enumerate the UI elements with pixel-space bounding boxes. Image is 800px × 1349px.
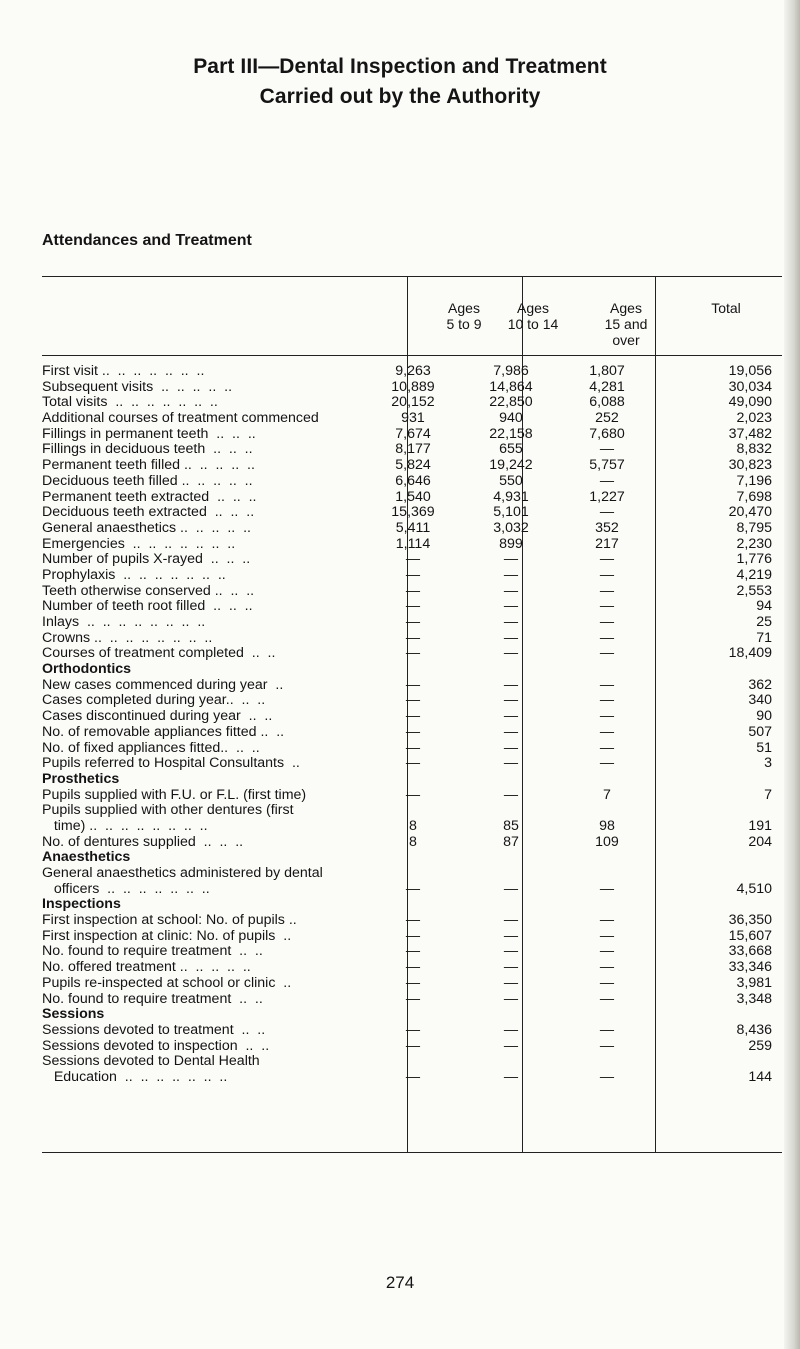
table-row — [42, 1023, 782, 1039]
table-row — [42, 929, 782, 945]
cell-ages-15-over: — — [599, 708, 615, 725]
row-label: No. found to require treatment .. .. — [42, 990, 263, 1007]
cell-total: 7,698 — [736, 488, 772, 505]
cell-ages-10-14: — — [503, 959, 519, 976]
cell-ages-10-14: — — [503, 912, 519, 929]
cell-ages-5-9: 7,674 — [395, 425, 431, 442]
row-label: General anaesthetics .. .. .. .. .. — [42, 519, 251, 536]
cell-ages-15-over: 5,757 — [589, 457, 625, 474]
cell-ages-15-over: 4,281 — [589, 378, 625, 395]
section-row — [42, 850, 782, 866]
column-header-ages-15-over — [580, 300, 672, 348]
page-title: Part III—Dental Inspection and Treatment — [193, 55, 607, 78]
cell-total: 33,346 — [728, 959, 772, 976]
table-row — [42, 631, 782, 647]
cell-ages-15-over: — — [599, 755, 615, 772]
row-label: Additional courses of treatment commenced — [42, 410, 319, 427]
cell-ages-10-14: 14,864 — [489, 378, 533, 395]
table-row — [42, 678, 782, 694]
cell-ages-15-over: — — [599, 598, 615, 615]
cell-total: 340 — [748, 692, 772, 709]
cell-ages-15-over: — — [599, 566, 615, 583]
row-label: First visit .. .. .. .. .. .. .. — [42, 363, 205, 379]
cell-total: 20,470 — [728, 504, 772, 521]
cell-ages-5-9: — — [405, 645, 421, 662]
cell-ages-5-9: 8 — [409, 817, 417, 834]
header-line: Ages — [517, 300, 549, 316]
row-label: Crowns .. .. .. .. .. .. .. .. — [42, 629, 213, 646]
cell-total: 8,436 — [736, 1021, 772, 1038]
row-label: Deciduous teeth filled .. .. .. .. .. — [42, 472, 253, 489]
section-heading: Attendances and Treatment — [42, 232, 252, 249]
cell-ages-15-over: 217 — [595, 535, 619, 552]
table-row — [42, 615, 782, 631]
cell-total: 3 — [764, 755, 772, 772]
table-bottom-rule — [42, 1152, 782, 1153]
row-label: time) .. .. .. .. .. .. .. .. — [42, 817, 208, 834]
table-row — [42, 552, 782, 568]
table-row — [42, 521, 782, 537]
cell-total: 7,196 — [736, 472, 772, 489]
cell-total: 7 — [764, 786, 772, 803]
cell-total: 37,482 — [728, 425, 772, 442]
table-row — [42, 458, 782, 474]
cell-ages-10-14: — — [503, 1068, 519, 1085]
cell-ages-15-over: — — [599, 1037, 615, 1054]
cell-ages-10-14: — — [503, 676, 519, 693]
table-row — [42, 584, 782, 600]
cell-ages-10-14: 4,931 — [493, 488, 529, 505]
cell-ages-10-14: — — [503, 692, 519, 709]
table-row — [42, 505, 782, 521]
table-row — [42, 835, 782, 851]
cell-total: 15,607 — [728, 927, 772, 944]
row-label: Sessions devoted to treatment .. .. — [42, 1021, 266, 1038]
row-label: First inspection at school: No. of pupils .. — [42, 912, 297, 929]
cell-ages-5-9: — — [405, 786, 421, 803]
cell-ages-10-14: — — [503, 645, 519, 662]
cell-ages-5-9: — — [405, 551, 421, 568]
cell-total: 507 — [748, 723, 772, 740]
cell-total: 2,023 — [736, 410, 772, 427]
table-row — [42, 490, 782, 506]
cell-total: 90 — [756, 708, 772, 725]
cell-ages-10-14: 940 — [499, 410, 523, 427]
row-label: Inlays .. .. .. .. .. .. .. .. — [42, 614, 206, 630]
cell-ages-10-14: 85 — [503, 817, 519, 834]
table-row — [42, 1039, 782, 1055]
row-label: Number of teeth root filled .. .. .. — [42, 598, 253, 615]
cell-total: 30,823 — [728, 457, 772, 474]
cell-ages-10-14: 19,242 — [489, 457, 533, 474]
cell-ages-5-9: — — [405, 566, 421, 583]
section-label: Sessions — [42, 1006, 105, 1023]
cell-ages-15-over: — — [599, 504, 615, 521]
cell-total: 33,668 — [728, 943, 772, 960]
cell-ages-5-9: — — [405, 598, 421, 615]
cell-ages-10-14: — — [503, 1021, 519, 1038]
cell-ages-15-over: — — [599, 551, 615, 568]
section-label: Prosthetics — [42, 770, 120, 787]
table-row — [42, 992, 782, 1008]
cell-total: 4,510 — [736, 880, 772, 897]
cell-ages-15-over: — — [599, 676, 615, 693]
cell-total: 94 — [756, 598, 772, 615]
cell-ages-5-9: — — [405, 927, 421, 944]
row-label: Emergencies .. .. .. .. .. .. .. — [42, 535, 236, 552]
header-line: 5 to 9 — [446, 316, 482, 332]
row-label: Pupils referred to Hospital Consultants .. — [42, 755, 300, 772]
cell-total: 1,776 — [736, 551, 772, 568]
row-label: Pupils supplied with other dentures (first — [42, 802, 294, 819]
table-row — [42, 960, 782, 976]
table-row — [42, 599, 782, 615]
cell-ages-5-9: 931 — [401, 410, 425, 427]
cell-ages-15-over: — — [599, 582, 615, 599]
cell-total: 51 — [756, 739, 772, 756]
cell-ages-15-over: — — [599, 629, 615, 646]
cell-ages-5-9: 8 — [409, 833, 417, 850]
cell-ages-15-over: — — [599, 739, 615, 756]
cell-ages-5-9: — — [405, 676, 421, 693]
cell-ages-10-14: 655 — [499, 441, 523, 458]
row-label: Deciduous teeth extracted .. .. .. — [42, 504, 255, 521]
cell-ages-5-9: — — [405, 692, 421, 709]
cell-ages-10-14: 7,986 — [493, 363, 529, 379]
cell-ages-5-9: 9,263 — [395, 363, 431, 379]
row-label: Total visits .. .. .. .. .. .. .. — [42, 394, 218, 411]
cell-ages-5-9: 1,540 — [395, 488, 431, 505]
table-top-rule — [42, 276, 782, 277]
table-row — [42, 364, 782, 380]
cell-ages-15-over: 252 — [595, 410, 619, 427]
cell-ages-5-9: — — [405, 1037, 421, 1054]
cell-ages-15-over: 1,807 — [589, 363, 625, 379]
cell-ages-15-over: 7 — [603, 786, 611, 803]
cell-total: 144 — [748, 1068, 772, 1085]
cell-ages-5-9: — — [405, 959, 421, 976]
cell-ages-5-9: — — [405, 723, 421, 740]
cell-ages-10-14: 550 — [499, 472, 523, 489]
cell-ages-10-14: — — [503, 566, 519, 583]
row-label: Education .. .. .. .. .. .. .. — [42, 1068, 228, 1085]
cell-ages-10-14: — — [503, 880, 519, 897]
row-label: Fillings in permanent teeth .. .. .. — [42, 425, 256, 442]
cell-ages-10-14: — — [503, 629, 519, 646]
cell-ages-10-14: 5,101 — [493, 504, 529, 521]
row-label: No. of dentures supplied .. .. .. — [42, 833, 244, 850]
table-row — [42, 725, 782, 741]
table-row — [42, 693, 782, 709]
cell-total: 19,056 — [728, 363, 772, 379]
cell-ages-10-14: — — [503, 598, 519, 615]
cell-total: 71 — [756, 629, 772, 646]
table-row — [42, 442, 782, 458]
cell-ages-15-over: — — [599, 912, 615, 929]
cell-ages-15-over: 1,227 — [589, 488, 625, 505]
cell-ages-10-14: — — [503, 974, 519, 991]
row-label: New cases commenced during year .. — [42, 676, 284, 693]
table-row — [42, 380, 782, 396]
table-row — [42, 741, 782, 757]
header-line: Total — [711, 300, 741, 316]
section-label: Anaesthetics — [42, 849, 131, 866]
section-row — [42, 897, 782, 913]
table-row — [42, 395, 782, 411]
header-line: over — [612, 332, 640, 348]
row-label: Number of pupils X-rayed .. .. .. — [42, 551, 251, 568]
cell-total: 49,090 — [728, 394, 772, 411]
cell-ages-10-14: 87 — [503, 833, 519, 850]
cell-total: 30,034 — [728, 378, 772, 395]
row-label: First inspection at clinic: No. of pupils .. — [42, 927, 292, 944]
table-row — [42, 788, 782, 804]
cell-ages-15-over: 7,680 — [589, 425, 625, 442]
cell-ages-15-over: 6,088 — [589, 394, 625, 411]
cell-ages-5-9: — — [405, 582, 421, 599]
cell-ages-15-over: — — [599, 692, 615, 709]
cell-ages-15-over: — — [599, 472, 615, 489]
header-line: 10 to 14 — [507, 316, 559, 332]
table-row — [42, 882, 782, 898]
cell-ages-15-over: — — [599, 943, 615, 960]
row-label: Teeth otherwise conserved .. .. .. — [42, 582, 255, 599]
row-label: No. of removable appliances fitted .. .. — [42, 723, 285, 740]
table-row — [42, 1070, 782, 1086]
row-label: No. found to require treatment .. .. — [42, 943, 263, 960]
table-row — [42, 944, 782, 960]
cell-ages-5-9: — — [405, 755, 421, 772]
cell-ages-10-14: — — [503, 755, 519, 772]
cell-ages-5-9: — — [405, 614, 421, 630]
cell-ages-10-14: — — [503, 786, 519, 803]
table-row — [42, 709, 782, 725]
cell-ages-5-9: — — [405, 912, 421, 929]
table-row — [42, 976, 782, 992]
cell-ages-10-14: — — [503, 739, 519, 756]
cell-total: 204 — [748, 833, 772, 850]
cell-ages-15-over: — — [599, 990, 615, 1007]
row-label: Sessions devoted to Dental Health — [42, 1053, 260, 1070]
table-row — [42, 913, 782, 929]
cell-ages-5-9: 5,824 — [395, 457, 431, 474]
cell-ages-15-over: — — [599, 614, 615, 630]
cell-ages-10-14: 22,850 — [489, 394, 533, 411]
cell-ages-5-9: — — [405, 943, 421, 960]
section-row — [42, 662, 782, 678]
header-line: 15 and — [604, 316, 648, 332]
cell-ages-10-14: — — [503, 723, 519, 740]
cell-ages-10-14: — — [503, 1037, 519, 1054]
cell-ages-5-9: — — [405, 1021, 421, 1038]
cell-total: 2,553 — [736, 582, 772, 599]
row-label: No. of fixed appliances fitted.. .. .. — [42, 739, 260, 756]
cell-total: 3,348 — [736, 990, 772, 1007]
cell-ages-10-14: — — [503, 708, 519, 725]
cell-total: 2,230 — [736, 535, 772, 552]
cell-ages-10-14: — — [503, 582, 519, 599]
cell-total: 4,219 — [736, 566, 772, 583]
row-label: Pupils re-inspected at school or clinic .. — [42, 974, 292, 991]
cell-ages-5-9: 1,114 — [395, 535, 431, 552]
cell-ages-5-9: 6,646 — [395, 472, 431, 489]
row-label: Cases completed during year.. .. .. — [42, 692, 266, 709]
cell-ages-15-over: — — [599, 927, 615, 944]
table-row — [42, 427, 782, 443]
section-row — [42, 1007, 782, 1023]
table-row — [42, 568, 782, 584]
cell-total: 25 — [756, 614, 772, 630]
cell-total: 259 — [748, 1037, 772, 1054]
row-label: Fillings in deciduous teeth .. .. .. — [42, 441, 253, 458]
cell-ages-10-14: 22,158 — [489, 425, 533, 442]
cell-total: 8,795 — [736, 519, 772, 536]
cell-total: 362 — [748, 676, 772, 693]
cell-ages-15-over: — — [599, 974, 615, 991]
cell-ages-15-over: — — [599, 441, 615, 458]
page-number: 274 — [385, 1273, 415, 1292]
cell-ages-5-9: 10,889 — [391, 378, 435, 395]
cell-ages-5-9: — — [405, 1068, 421, 1085]
row-label: Prophylaxis .. .. .. .. .. .. .. — [42, 566, 226, 583]
cell-total: 18,409 — [728, 645, 772, 662]
table-row — [42, 646, 782, 662]
row-label: Cases discontinued during year .. .. — [42, 708, 273, 725]
table-row — [42, 866, 782, 882]
cell-ages-5-9: — — [405, 990, 421, 1007]
cell-ages-15-over: 109 — [595, 833, 619, 850]
cell-ages-5-9: 8,177 — [395, 441, 431, 458]
page-subtitle: Carried out by the Authority — [259, 85, 541, 108]
cell-ages-5-9: — — [405, 739, 421, 756]
cell-total: 191 — [748, 817, 772, 834]
cell-ages-5-9: — — [405, 708, 421, 725]
table-row — [42, 819, 782, 835]
cell-ages-5-9: — — [405, 629, 421, 646]
row-label: General anaesthetics administered by dental — [42, 865, 323, 881]
cell-ages-10-14: — — [503, 927, 519, 944]
header-line: Ages — [448, 300, 480, 316]
section-label: Inspections — [42, 896, 121, 913]
cell-ages-15-over: — — [599, 1068, 615, 1085]
section-row — [42, 772, 782, 788]
cell-total: 3,981 — [736, 974, 772, 991]
row-label: officers .. .. .. .. .. .. .. — [42, 880, 210, 897]
table-header-rule — [42, 355, 782, 356]
table-row — [42, 411, 782, 427]
header-line: Ages — [610, 300, 642, 316]
column-header-total — [680, 300, 772, 316]
table-row — [42, 537, 782, 553]
row-label: Courses of treatment completed .. .. — [42, 645, 276, 662]
cell-ages-5-9: 20,152 — [391, 394, 435, 411]
section-label: Orthodontics — [42, 661, 132, 678]
cell-ages-15-over: — — [599, 959, 615, 976]
cell-ages-5-9: 5,411 — [395, 519, 431, 536]
row-label: Permanent teeth filled .. .. .. .. .. — [42, 457, 255, 474]
row-label: Sessions devoted to inspection .. .. — [42, 1037, 270, 1054]
table-row — [42, 1054, 782, 1070]
cell-ages-15-over: — — [599, 645, 615, 662]
cell-ages-15-over: — — [599, 880, 615, 897]
cell-ages-10-14: 3,032 — [493, 519, 529, 536]
table-body — [42, 364, 782, 1086]
cell-ages-15-over: — — [599, 1021, 615, 1038]
row-label: No. offered treatment .. .. .. .. .. — [42, 959, 251, 976]
cell-total: 8,832 — [736, 441, 772, 458]
table-row — [42, 756, 782, 772]
cell-ages-10-14: — — [503, 990, 519, 1007]
row-label: Permanent teeth extracted .. .. .. — [42, 488, 257, 505]
cell-ages-10-14: — — [503, 943, 519, 960]
page-edge-shadow — [784, 0, 800, 1349]
cell-ages-5-9: 15,369 — [391, 504, 435, 521]
cell-ages-10-14: — — [503, 614, 519, 630]
row-label: Subsequent visits .. .. .. .. .. — [42, 378, 233, 395]
cell-ages-10-14: — — [503, 551, 519, 568]
cell-total: 36,350 — [728, 912, 772, 929]
cell-ages-5-9: — — [405, 880, 421, 897]
table-row — [42, 803, 782, 819]
cell-ages-10-14: 899 — [499, 535, 523, 552]
row-label: Pupils supplied with F.U. or F.L. (first time) — [42, 786, 307, 803]
cell-ages-15-over: — — [599, 723, 615, 740]
cell-ages-15-over: 352 — [595, 519, 619, 536]
table-row — [42, 474, 782, 490]
cell-ages-15-over: 98 — [599, 817, 615, 834]
cell-ages-5-9: — — [405, 974, 421, 991]
column-header-ages-10-14 — [487, 300, 579, 332]
